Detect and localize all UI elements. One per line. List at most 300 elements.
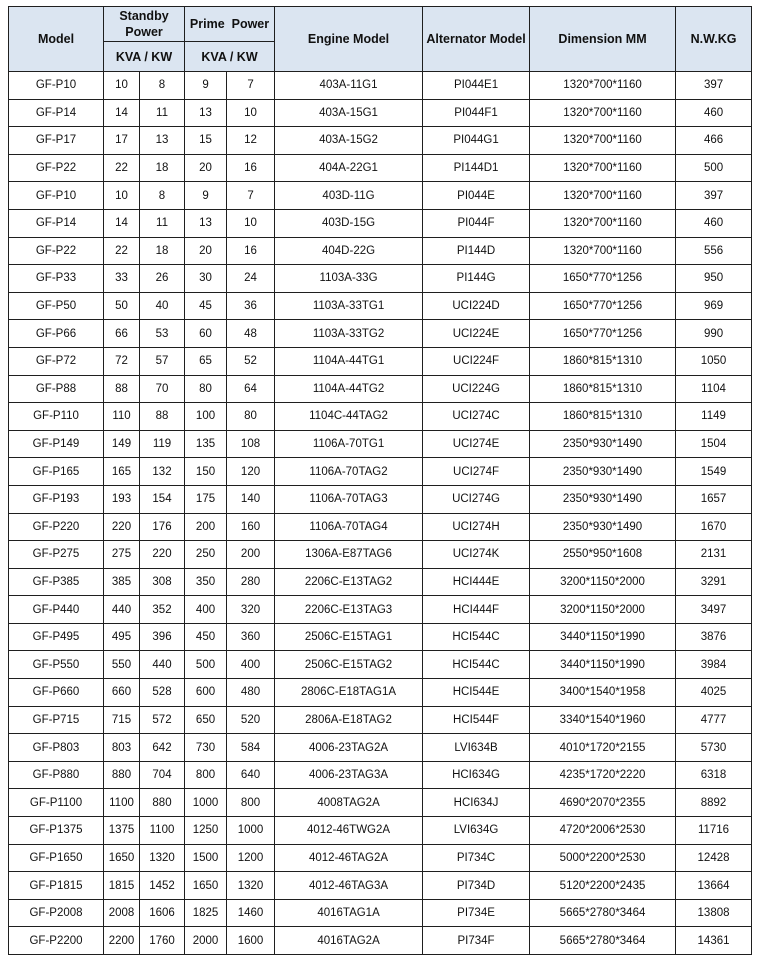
weight-cell: 1104 (676, 375, 752, 403)
standby-kw-cell: 642 (140, 734, 185, 762)
standby-kva-cell: 275 (104, 541, 140, 569)
standby-kw-cell: 1320 (140, 844, 185, 872)
weight-cell: 8892 (676, 789, 752, 817)
engine-model-cell: 4006-23TAG3A (275, 761, 423, 789)
prime-kw-cell: 1460 (227, 899, 275, 927)
weight-cell: 1504 (676, 430, 752, 458)
standby-kva-cell: 66 (104, 320, 140, 348)
standby-kw-cell: 70 (140, 375, 185, 403)
alternator-model-cell: HCI634G (423, 761, 530, 789)
weight-cell: 14361 (676, 927, 752, 955)
engine-model-cell: 1104A-44TG1 (275, 347, 423, 375)
standby-kva-cell: 22 (104, 154, 140, 182)
model-cell: GF-P14 (9, 99, 104, 127)
prime-kva-cell: 200 (185, 513, 227, 541)
header-weight: N.W.KG (676, 7, 752, 72)
table-row (9, 209, 752, 237)
dimension-cell: 1650*770*1256 (530, 320, 676, 348)
table-row (9, 872, 752, 900)
prime-kva-cell: 450 (185, 623, 227, 651)
prime-kw-cell: 64 (227, 375, 275, 403)
prime-kva-cell: 20 (185, 237, 227, 265)
standby-kw-cell: 704 (140, 761, 185, 789)
model-cell: GF-P2200 (9, 927, 104, 955)
standby-kw-cell: 40 (140, 292, 185, 320)
dimension-cell: 2350*930*1490 (530, 458, 676, 486)
prime-kw-cell: 120 (227, 458, 275, 486)
prime-kva-cell: 13 (185, 209, 227, 237)
dimension-cell: 1320*700*1160 (530, 72, 676, 100)
header-dimension: Dimension MM (530, 7, 676, 72)
prime-kw-cell: 7 (227, 182, 275, 210)
model-cell: GF-P220 (9, 513, 104, 541)
prime-kw-cell: 7 (227, 72, 275, 100)
alternator-model-cell: PI044G1 (423, 127, 530, 155)
model-cell: GF-P440 (9, 596, 104, 624)
prime-kva-cell: 800 (185, 761, 227, 789)
alternator-model-cell: LVI634G (423, 817, 530, 845)
table-row (9, 651, 752, 679)
standby-kva-cell: 803 (104, 734, 140, 762)
alternator-model-cell: HCI444E (423, 568, 530, 596)
alternator-model-cell: UCI224E (423, 320, 530, 348)
alternator-model-cell: UCI274F (423, 458, 530, 486)
model-cell: GF-P550 (9, 651, 104, 679)
standby-kw-cell: 572 (140, 706, 185, 734)
prime-kw-cell: 360 (227, 623, 275, 651)
alternator-model-cell: PI144G (423, 265, 530, 293)
prime-kw-cell: 520 (227, 706, 275, 734)
alternator-model-cell: UCI274C (423, 403, 530, 431)
table-row (9, 513, 752, 541)
alternator-model-cell: HCI544C (423, 651, 530, 679)
prime-kva-cell: 100 (185, 403, 227, 431)
standby-kva-cell: 1650 (104, 844, 140, 872)
dimension-cell: 5000*2200*2530 (530, 844, 676, 872)
standby-kw-cell: 1100 (140, 817, 185, 845)
table-row (9, 347, 752, 375)
model-cell: GF-P385 (9, 568, 104, 596)
weight-cell: 2131 (676, 541, 752, 569)
dimension-cell: 1860*815*1310 (530, 375, 676, 403)
standby-kva-cell: 715 (104, 706, 140, 734)
standby-kw-cell: 528 (140, 679, 185, 707)
prime-kw-cell: 160 (227, 513, 275, 541)
dimension-cell: 5665*2780*3464 (530, 899, 676, 927)
alternator-model-cell: UCI224D (423, 292, 530, 320)
prime-kva-cell: 500 (185, 651, 227, 679)
prime-kw-cell: 480 (227, 679, 275, 707)
prime-kw-cell: 10 (227, 99, 275, 127)
standby-kva-cell: 1375 (104, 817, 140, 845)
prime-kva-cell: 20 (185, 154, 227, 182)
dimension-cell: 1320*700*1160 (530, 237, 676, 265)
standby-kw-cell: 352 (140, 596, 185, 624)
engine-model-cell: 4012-46TWG2A (275, 817, 423, 845)
engine-model-cell: 2806C-E18TAG1A (275, 679, 423, 707)
engine-model-cell: 1103A-33G (275, 265, 423, 293)
prime-kva-cell: 13 (185, 99, 227, 127)
engine-model-cell: 1306A-E87TAG6 (275, 541, 423, 569)
dimension-cell: 3200*1150*2000 (530, 568, 676, 596)
prime-kva-cell: 15 (185, 127, 227, 155)
standby-kw-cell: 13 (140, 127, 185, 155)
engine-model-cell: 2806A-E18TAG2 (275, 706, 423, 734)
table-row (9, 127, 752, 155)
prime-kw-cell: 80 (227, 403, 275, 431)
standby-kw-cell: 1606 (140, 899, 185, 927)
alternator-model-cell: HCI544F (423, 706, 530, 734)
weight-cell: 1549 (676, 458, 752, 486)
alternator-model-cell: PI734C (423, 844, 530, 872)
model-cell: GF-P275 (9, 541, 104, 569)
alternator-model-cell: PI734F (423, 927, 530, 955)
model-cell: GF-P22 (9, 154, 104, 182)
alternator-model-cell: HCI444F (423, 596, 530, 624)
alternator-model-cell: PI734D (423, 872, 530, 900)
prime-kva-cell: 1250 (185, 817, 227, 845)
model-cell: GF-P17 (9, 127, 104, 155)
header-prime-units: KVA / KW (185, 42, 275, 72)
standby-kva-cell: 440 (104, 596, 140, 624)
table-row (9, 375, 752, 403)
alternator-model-cell: UCI274H (423, 513, 530, 541)
standby-kva-cell: 2008 (104, 899, 140, 927)
engine-model-cell: 403A-11G1 (275, 72, 423, 100)
dimension-cell: 2550*950*1608 (530, 541, 676, 569)
model-cell: GF-P72 (9, 347, 104, 375)
prime-kva-cell: 1000 (185, 789, 227, 817)
dimension-cell: 2350*930*1490 (530, 485, 676, 513)
table-row (9, 706, 752, 734)
standby-kw-cell: 18 (140, 154, 185, 182)
dimension-cell: 4690*2070*2355 (530, 789, 676, 817)
dimension-cell: 4235*1720*2220 (530, 761, 676, 789)
table-row (9, 568, 752, 596)
alternator-model-cell: PI044F (423, 209, 530, 237)
table-row (9, 899, 752, 927)
prime-kva-cell: 1650 (185, 872, 227, 900)
table-row (9, 99, 752, 127)
table-row (9, 485, 752, 513)
dimension-cell: 4010*1720*2155 (530, 734, 676, 762)
model-cell: GF-P1815 (9, 872, 104, 900)
prime-kw-cell: 280 (227, 568, 275, 596)
engine-model-cell: 1104A-44TG2 (275, 375, 423, 403)
standby-kw-cell: 440 (140, 651, 185, 679)
model-cell: GF-P803 (9, 734, 104, 762)
weight-cell: 6318 (676, 761, 752, 789)
engine-model-cell: 403A-15G1 (275, 99, 423, 127)
model-cell: GF-P66 (9, 320, 104, 348)
table-row (9, 623, 752, 651)
header-prime-power: Prime Power (185, 7, 275, 42)
weight-cell: 1149 (676, 403, 752, 431)
dimension-cell: 1320*700*1160 (530, 209, 676, 237)
dimension-cell: 1320*700*1160 (530, 99, 676, 127)
alternator-model-cell: UCI274E (423, 430, 530, 458)
prime-kva-cell: 175 (185, 485, 227, 513)
weight-cell: 5730 (676, 734, 752, 762)
prime-kva-cell: 135 (185, 430, 227, 458)
standby-kw-cell: 8 (140, 182, 185, 210)
weight-cell: 3291 (676, 568, 752, 596)
dimension-cell: 2350*930*1490 (530, 513, 676, 541)
weight-cell: 12428 (676, 844, 752, 872)
standby-kw-cell: 132 (140, 458, 185, 486)
prime-kw-cell: 1200 (227, 844, 275, 872)
alternator-model-cell: UCI274K (423, 541, 530, 569)
prime-kva-cell: 2000 (185, 927, 227, 955)
standby-kw-cell: 57 (140, 347, 185, 375)
engine-model-cell: 1106A-70TG1 (275, 430, 423, 458)
weight-cell: 13664 (676, 872, 752, 900)
prime-kva-cell: 350 (185, 568, 227, 596)
weight-cell: 11716 (676, 817, 752, 845)
dimension-cell: 1320*700*1160 (530, 127, 676, 155)
spec-table-container (8, 6, 752, 955)
model-cell: GF-P14 (9, 209, 104, 237)
table-row (9, 458, 752, 486)
weight-cell: 460 (676, 99, 752, 127)
prime-kva-cell: 45 (185, 292, 227, 320)
standby-kw-cell: 8 (140, 72, 185, 100)
engine-model-cell: 2506C-E15TAG2 (275, 651, 423, 679)
weight-cell: 4025 (676, 679, 752, 707)
standby-kva-cell: 2200 (104, 927, 140, 955)
standby-kva-cell: 495 (104, 623, 140, 651)
dimension-cell: 3400*1540*1958 (530, 679, 676, 707)
standby-kva-cell: 17 (104, 127, 140, 155)
table-row (9, 596, 752, 624)
table-row (9, 844, 752, 872)
standby-kw-cell: 176 (140, 513, 185, 541)
prime-kva-cell: 250 (185, 541, 227, 569)
table-row (9, 541, 752, 569)
table-row (9, 430, 752, 458)
engine-model-cell: 403D-11G (275, 182, 423, 210)
standby-kva-cell: 220 (104, 513, 140, 541)
weight-cell: 500 (676, 154, 752, 182)
model-cell: GF-P1100 (9, 789, 104, 817)
engine-model-cell: 2206C-E13TAG3 (275, 596, 423, 624)
standby-kva-cell: 660 (104, 679, 140, 707)
prime-kw-cell: 320 (227, 596, 275, 624)
standby-kw-cell: 1760 (140, 927, 185, 955)
standby-kva-cell: 193 (104, 485, 140, 513)
dimension-cell: 3440*1150*1990 (530, 651, 676, 679)
standby-kva-cell: 50 (104, 292, 140, 320)
standby-kw-cell: 119 (140, 430, 185, 458)
prime-kw-cell: 640 (227, 761, 275, 789)
prime-kva-cell: 730 (185, 734, 227, 762)
standby-kw-cell: 53 (140, 320, 185, 348)
weight-cell: 556 (676, 237, 752, 265)
standby-kw-cell: 308 (140, 568, 185, 596)
engine-model-cell: 1103A-33TG1 (275, 292, 423, 320)
prime-kw-cell: 12 (227, 127, 275, 155)
engine-model-cell: 1103A-33TG2 (275, 320, 423, 348)
standby-kw-cell: 26 (140, 265, 185, 293)
standby-kva-cell: 10 (104, 72, 140, 100)
prime-kw-cell: 1320 (227, 872, 275, 900)
weight-cell: 3876 (676, 623, 752, 651)
standby-kw-cell: 154 (140, 485, 185, 513)
engine-model-cell: 403A-15G2 (275, 127, 423, 155)
engine-model-cell: 4006-23TAG2A (275, 734, 423, 762)
alternator-model-cell: HCI634J (423, 789, 530, 817)
table-row (9, 182, 752, 210)
alternator-model-cell: PI044F1 (423, 99, 530, 127)
header-model: Model (9, 7, 104, 72)
standby-kw-cell: 18 (140, 237, 185, 265)
engine-model-cell: 4008TAG2A (275, 789, 423, 817)
model-cell: GF-P10 (9, 72, 104, 100)
table-row (9, 320, 752, 348)
dimension-cell: 5120*2200*2435 (530, 872, 676, 900)
header-standby-units: KVA / KW (104, 42, 185, 72)
table-row (9, 237, 752, 265)
model-cell: GF-P110 (9, 403, 104, 431)
standby-kw-cell: 396 (140, 623, 185, 651)
weight-cell: 950 (676, 265, 752, 293)
prime-kva-cell: 60 (185, 320, 227, 348)
prime-kw-cell: 16 (227, 154, 275, 182)
alternator-model-cell: UCI224G (423, 375, 530, 403)
header-alternator-model: Alternator Model (423, 7, 530, 72)
standby-kva-cell: 72 (104, 347, 140, 375)
standby-kw-cell: 880 (140, 789, 185, 817)
model-cell: GF-P50 (9, 292, 104, 320)
standby-kva-cell: 110 (104, 403, 140, 431)
table-row (9, 403, 752, 431)
standby-kva-cell: 550 (104, 651, 140, 679)
prime-kw-cell: 140 (227, 485, 275, 513)
alternator-model-cell: PI044E1 (423, 72, 530, 100)
prime-kw-cell: 108 (227, 430, 275, 458)
model-cell: GF-P1650 (9, 844, 104, 872)
prime-kw-cell: 48 (227, 320, 275, 348)
dimension-cell: 1860*815*1310 (530, 347, 676, 375)
prime-kva-cell: 650 (185, 706, 227, 734)
weight-cell: 990 (676, 320, 752, 348)
prime-kw-cell: 800 (227, 789, 275, 817)
prime-kw-cell: 584 (227, 734, 275, 762)
table-row (9, 734, 752, 762)
table-row (9, 265, 752, 293)
alternator-model-cell: LVI634B (423, 734, 530, 762)
alternator-model-cell: HCI544E (423, 679, 530, 707)
engine-model-cell: 4012-46TAG2A (275, 844, 423, 872)
prime-kva-cell: 9 (185, 72, 227, 100)
dimension-cell: 3200*1150*2000 (530, 596, 676, 624)
weight-cell: 397 (676, 72, 752, 100)
engine-model-cell: 404A-22G1 (275, 154, 423, 182)
alternator-model-cell: UCI274G (423, 485, 530, 513)
engine-model-cell: 4012-46TAG3A (275, 872, 423, 900)
model-cell: GF-P10 (9, 182, 104, 210)
engine-model-cell: 1106A-70TAG4 (275, 513, 423, 541)
standby-kva-cell: 88 (104, 375, 140, 403)
table-row (9, 72, 752, 100)
engine-model-cell: 2506C-E15TAG1 (275, 623, 423, 651)
prime-kw-cell: 16 (227, 237, 275, 265)
table-row (9, 154, 752, 182)
standby-kw-cell: 220 (140, 541, 185, 569)
model-cell: GF-P1375 (9, 817, 104, 845)
standby-kva-cell: 14 (104, 99, 140, 127)
header-standby-power: Standby Power (104, 7, 185, 42)
standby-kw-cell: 1452 (140, 872, 185, 900)
table-row (9, 927, 752, 955)
alternator-model-cell: HCI544C (423, 623, 530, 651)
model-cell: GF-P660 (9, 679, 104, 707)
dimension-cell: 1320*700*1160 (530, 182, 676, 210)
standby-kva-cell: 10 (104, 182, 140, 210)
prime-kw-cell: 52 (227, 347, 275, 375)
weight-cell: 1657 (676, 485, 752, 513)
prime-kva-cell: 600 (185, 679, 227, 707)
dimension-cell: 1860*815*1310 (530, 403, 676, 431)
standby-kva-cell: 33 (104, 265, 140, 293)
prime-kva-cell: 1500 (185, 844, 227, 872)
standby-kva-cell: 14 (104, 209, 140, 237)
alternator-model-cell: UCI224F (423, 347, 530, 375)
model-cell: GF-P495 (9, 623, 104, 651)
table-row (9, 817, 752, 845)
table-row (9, 679, 752, 707)
weight-cell: 397 (676, 182, 752, 210)
weight-cell: 13808 (676, 899, 752, 927)
prime-kva-cell: 65 (185, 347, 227, 375)
standby-kva-cell: 1815 (104, 872, 140, 900)
alternator-model-cell: PI144D1 (423, 154, 530, 182)
standby-kva-cell: 880 (104, 761, 140, 789)
table-row (9, 292, 752, 320)
prime-kw-cell: 1000 (227, 817, 275, 845)
dimension-cell: 5665*2780*3464 (530, 927, 676, 955)
model-cell: GF-P33 (9, 265, 104, 293)
prime-kva-cell: 9 (185, 182, 227, 210)
engine-model-cell: 403D-15G (275, 209, 423, 237)
dimension-cell: 3440*1150*1990 (530, 623, 676, 651)
standby-kw-cell: 11 (140, 99, 185, 127)
prime-kva-cell: 400 (185, 596, 227, 624)
alternator-model-cell: PI044E (423, 182, 530, 210)
prime-kw-cell: 400 (227, 651, 275, 679)
engine-model-cell: 4016TAG1A (275, 899, 423, 927)
engine-model-cell: 1104C-44TAG2 (275, 403, 423, 431)
weight-cell: 3984 (676, 651, 752, 679)
model-cell: GF-P193 (9, 485, 104, 513)
model-cell: GF-P2008 (9, 899, 104, 927)
engine-model-cell: 1106A-70TAG2 (275, 458, 423, 486)
prime-kw-cell: 1600 (227, 927, 275, 955)
prime-kva-cell: 1825 (185, 899, 227, 927)
standby-kva-cell: 22 (104, 237, 140, 265)
table-row (9, 789, 752, 817)
model-cell: GF-P880 (9, 761, 104, 789)
table-row (9, 761, 752, 789)
dimension-cell: 3340*1540*1960 (530, 706, 676, 734)
prime-kw-cell: 36 (227, 292, 275, 320)
alternator-model-cell: PI734E (423, 899, 530, 927)
alternator-model-cell: PI144D (423, 237, 530, 265)
model-cell: GF-P88 (9, 375, 104, 403)
weight-cell: 1050 (676, 347, 752, 375)
standby-kva-cell: 1100 (104, 789, 140, 817)
prime-kva-cell: 30 (185, 265, 227, 293)
